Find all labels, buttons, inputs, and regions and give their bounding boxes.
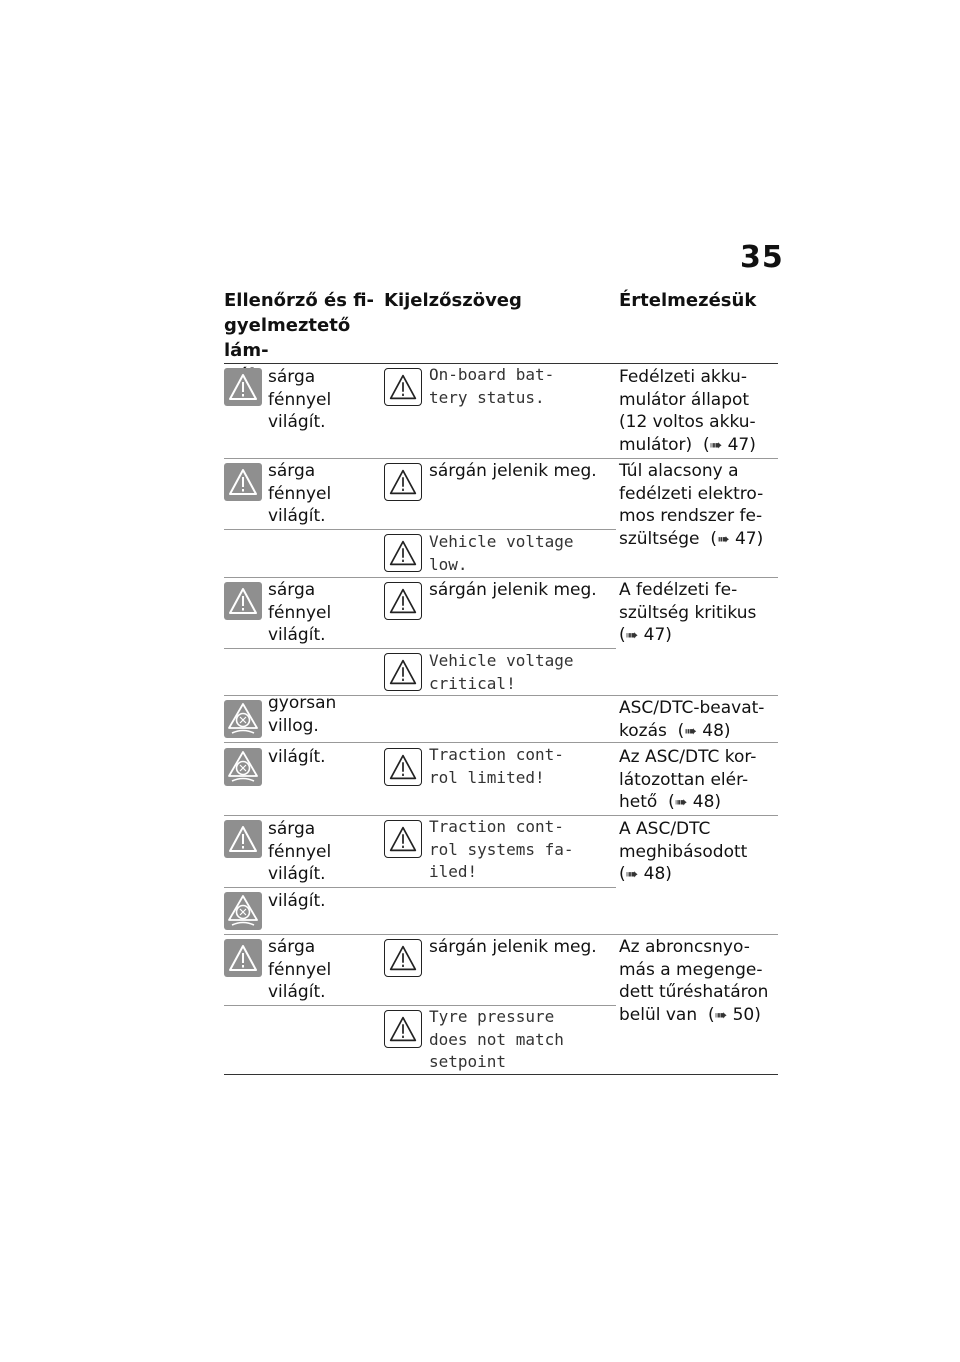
row-divider bbox=[224, 742, 778, 743]
warning-triangle-icon bbox=[384, 463, 422, 501]
display-text: sárgán jelenik meg. bbox=[429, 580, 597, 600]
page-ref-arrow-icon: ➠ bbox=[674, 793, 688, 811]
meaning-text: ASC/DTC-beavat- kozás (➠ 48) bbox=[619, 698, 765, 741]
warning-triangle-icon bbox=[384, 534, 422, 572]
row-divider bbox=[224, 577, 778, 578]
lamp-status: sárga fénnyel világít. bbox=[268, 367, 332, 432]
meaning-text: Túl alacsony a fedélzeti elektro- mos rendszer fe- szültsége (➠ 47) bbox=[619, 461, 764, 549]
warning-triangle-icon bbox=[384, 653, 422, 691]
warning-triangle-icon bbox=[224, 463, 262, 501]
lamp-status: sárga fénnyel világít. bbox=[268, 819, 332, 884]
warning-triangle-icon bbox=[224, 368, 262, 406]
asc-dtc-icon bbox=[224, 892, 262, 930]
row-divider bbox=[224, 458, 778, 459]
row-divider bbox=[224, 887, 616, 888]
table-bottom-rule bbox=[224, 1074, 778, 1075]
warning-triangle-icon bbox=[384, 582, 422, 620]
asc-dtc-icon bbox=[224, 748, 262, 786]
display-text: sárgán jelenik meg. bbox=[429, 937, 597, 957]
row-divider bbox=[224, 934, 778, 935]
lamp-status: világít. bbox=[268, 891, 326, 911]
display-text: Traction cont- rol systems fa- iled! bbox=[429, 817, 574, 881]
header-display-text: Kijelzőszöveg bbox=[384, 290, 522, 311]
warning-triangle-icon bbox=[384, 1010, 422, 1048]
page-ref-arrow-icon: ➠ bbox=[716, 529, 730, 548]
warning-triangle-icon bbox=[224, 820, 262, 858]
page-ref-arrow-icon: ➠ bbox=[625, 865, 639, 883]
meaning-text: Fedélzeti akku- mulátor állapot (12 voltos akku- mulátor) (➠ 47) bbox=[619, 367, 756, 455]
page-ref-arrow-icon: ➠ bbox=[625, 626, 639, 644]
meaning-text: A ASC/DTC meghibásodott (➠ 48) bbox=[619, 819, 748, 884]
display-text: Tyre pressure does not match setpoint bbox=[429, 1007, 564, 1071]
warning-triangle-icon bbox=[224, 939, 262, 977]
meaning-text: A fedélzeti fe- szültség kritikus (➠ 47) bbox=[619, 580, 757, 645]
warning-triangle-icon bbox=[384, 368, 422, 406]
warning-triangle-icon bbox=[384, 939, 422, 977]
lamp-status: sárga fénnyel világít. bbox=[268, 937, 332, 1002]
meaning-text: Az abroncsnyo- más a megenge- dett tűréshatáron belül van (➠ 50) bbox=[619, 937, 769, 1025]
lamp-status: sárga fénnyel világít. bbox=[268, 461, 332, 526]
row-divider bbox=[224, 529, 616, 530]
lamp-status: sárga fénnyel világít. bbox=[268, 580, 332, 645]
asc-dtc-icon bbox=[224, 700, 262, 738]
meaning-text: Az ASC/DTC kor- látozottan elér- hető (➠ 48) bbox=[619, 747, 757, 812]
row-divider bbox=[224, 648, 616, 649]
lamp-status: gyorsan villog. bbox=[268, 693, 337, 736]
display-text: sárgán jelenik meg. bbox=[429, 461, 597, 481]
page-ref-arrow-icon: ➠ bbox=[684, 721, 697, 740]
display-text: On-board bat- tery status. bbox=[429, 365, 555, 407]
lamp-status: világít. bbox=[268, 747, 326, 767]
display-text: Traction cont- rol limited! bbox=[429, 745, 564, 787]
header-lamps: Ellenőrző és fi- gyelmeztető lám- bbox=[224, 290, 375, 361]
page-ref-arrow-icon: ➠ bbox=[709, 435, 723, 454]
warning-triangle-icon bbox=[384, 748, 422, 786]
display-text: Vehicle voltage low. bbox=[429, 532, 574, 574]
page-ref-arrow-icon: ➠ bbox=[714, 1005, 728, 1024]
warning-triangle-icon bbox=[384, 820, 422, 858]
display-text: Vehicle voltage critical! bbox=[429, 651, 574, 693]
warning-triangle-icon bbox=[224, 582, 262, 620]
page-number: 35 bbox=[740, 240, 784, 275]
header-meaning: Értelmezésük bbox=[619, 290, 757, 311]
